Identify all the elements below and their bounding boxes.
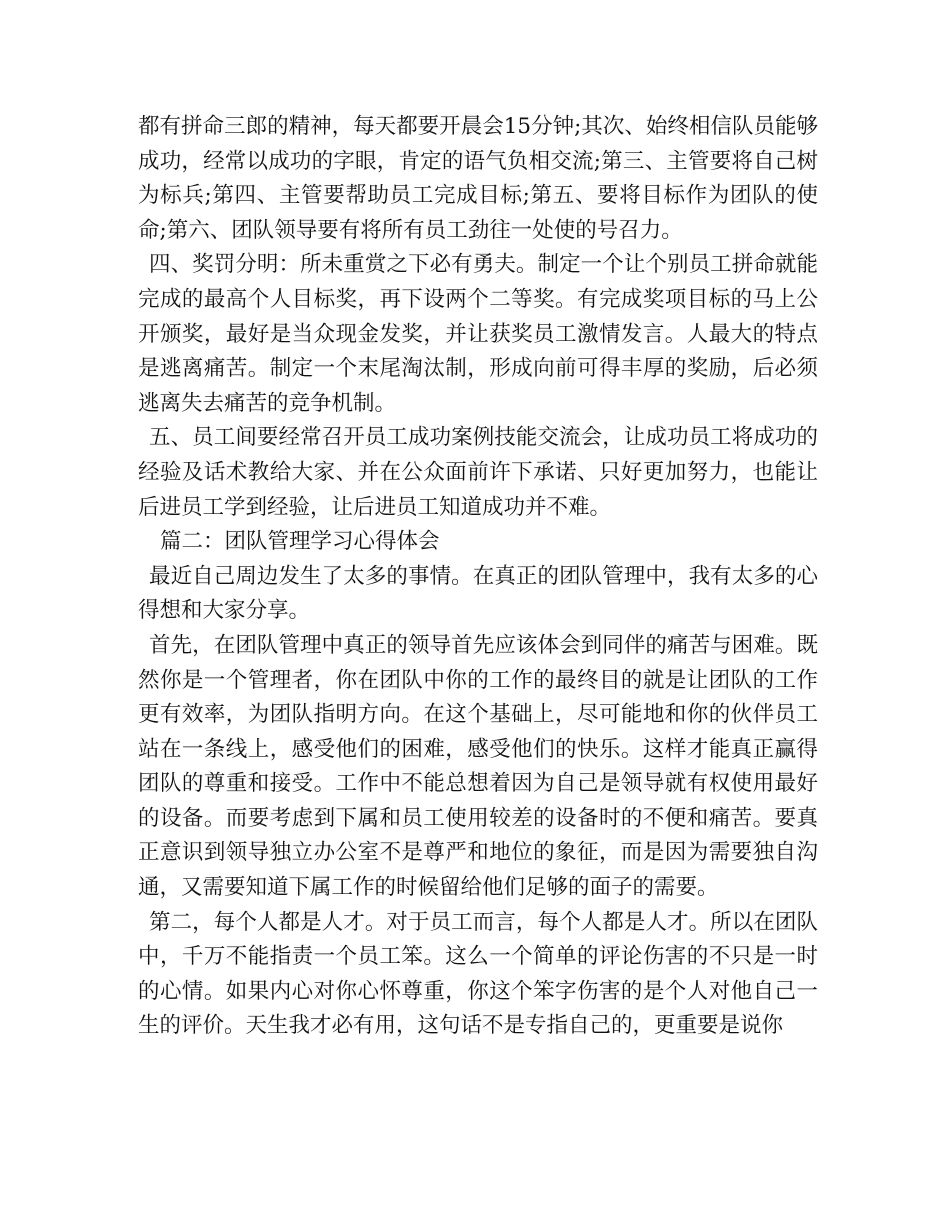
paragraph-goal-setting-continued: 都有拼命三郎的精神，每天都要开晨会15分钟;其次、始终相信队员能够成功，经常以成功的字眼，肯定的语气负相交流;第三、主管要将自己树为标兵;第四、主管要帮助员工完成目标;第五、要将目标作为团队的使命;第六、团队领导要有将所有员工劲往一处使的号召力。 (138, 114, 818, 243)
paragraph-second-point: 第二，每个人都是人才。对于员工而言，每个人都是人才。所以在团队中，千万不能指责一个员工笨。这么一个简单的评论伤害的不只是一时的心情。如果内心对你心怀尊重，你这个笨字伤害的是个人对他自己一生的评价。天生我才必有用，这句话不是专指自己的，更重要是说你 (138, 909, 818, 1039)
paragraph-rewards-and-penalties: 四、奖罚分明：所未重赏之下必有勇夫。制定一个让个别员工拼命就能完成的最高个人目标奖，再下设两个二等奖。有完成奖项目标的马上公开颁奖，最好是当众现金发奖，并让获奖员工激情发言。人最大的特点是逃离痛苦。制定一个末尾淘汰制，形成向前可得丰厚的奖励，后必须逃离失去痛苦的竞争机制。 (138, 252, 818, 416)
section-heading-part-two: 篇二：团队管理学习心得体会 (160, 529, 440, 555)
paragraph-introduction: 最近自己周边发生了太多的事情。在真正的团队管理中，我有太多的心得想和大家分享。 (138, 563, 818, 624)
paragraph-first-point: 首先，在团队管理中真正的领导首先应该体会到同伴的痛苦与困难。既然你是一个管理者，你在团队中你的工作的最终目的就是让团队的工作更有效率，为团队指明方向。在这个基础上，尽可能地和你的伙伴员工站在一条线上，感受他们的困难，感受他们的快乐。这样才能真正赢得团队的尊重和接受。工作中不能总想着因为自己是领导就有权使用最好的设备。而要考虑到下属和员工使用较差的设备时的不便和痛苦。要真正意识到领导独立办公室不是尊严和地位的象征，而是因为需要独自沟通，又需要知道下属工作的时候留给他们足够的面子的需要。 (138, 632, 818, 901)
paragraph-experience-sharing: 五、员工间要经常召开员工成功案例技能交流会，让成功员工将成功的经验及话术教给大家、并在公众面前许下承诺、只好更加努力，也能让后进员工学到经验，让后进员工知道成功并不难。 (138, 425, 818, 520)
document-body (138, 110, 818, 1044)
